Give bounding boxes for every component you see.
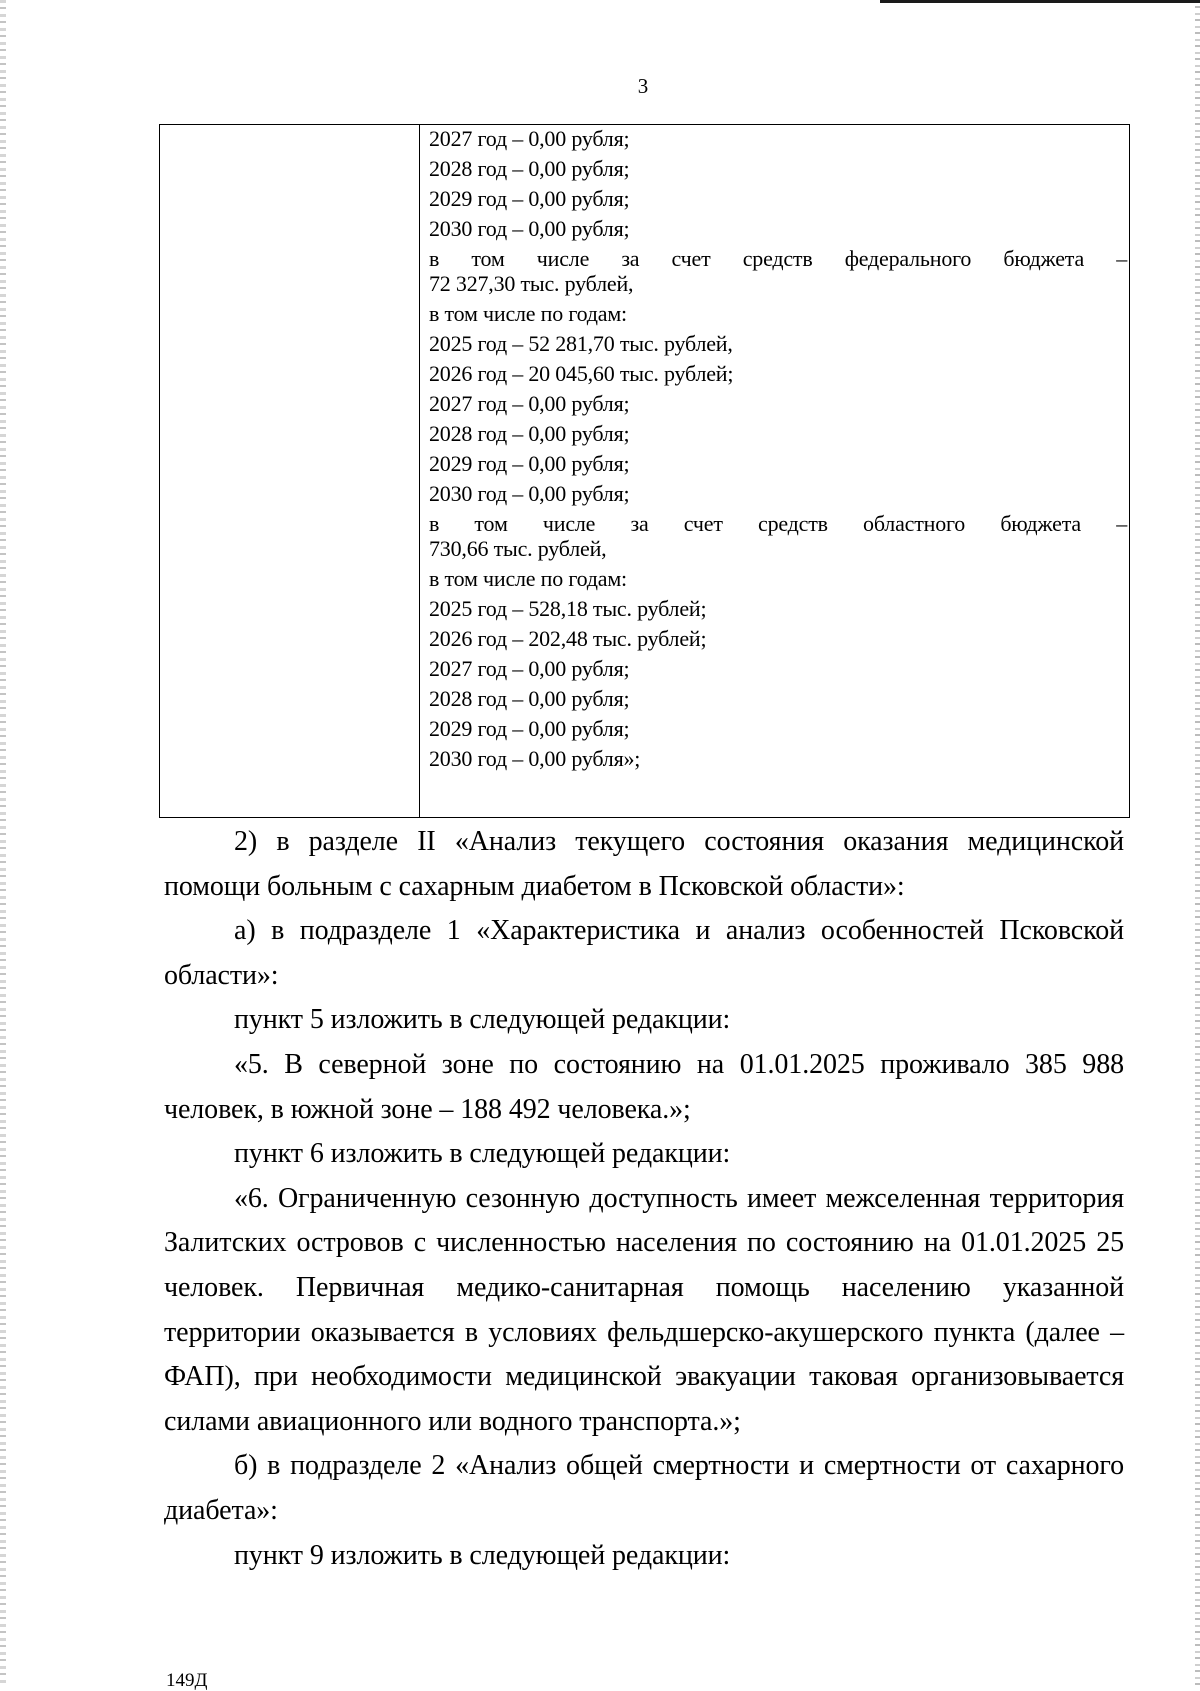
financing-line: 2028 год – 0,00 рубля; (429, 156, 630, 181)
scan-edge-left (0, 0, 6, 1686)
financing-line-federal (429, 246, 1129, 301)
paragraph-item-5-text: «5. В северной зоне по состоянию на 01.01.2025 проживало 385 988 человек, в южной зоне – 188 492 человека.»; (164, 1048, 1124, 1125)
paragraph-item-9-intro: пункт 9 изложить в следующей редакции: (234, 1539, 731, 1571)
financing-line: 2029 год – 0,00 рубля; (429, 716, 630, 741)
financing-line: 2029 год – 0,00 рубля; (429, 186, 630, 211)
financing-line: 2028 год – 0,00 рубля; (429, 686, 630, 711)
scan-edge-right (1195, 0, 1200, 1686)
financing-line: 2030 год – 0,00 рубля; (429, 481, 630, 506)
paragraph-item-6-intro: пункт 6 изложить в следующей редакции: (234, 1138, 731, 1170)
paragraph-item-6-text: «6. Ограниченную сезонную доступность имеет межселенная территория Залитских островов с численностью населения по состоянию на 01.01.2025 25 человек. Первичная медико-санитарная помощь населению указанной территории оказывается в условиях фельдшерско-акушерского пункта (далее – ФАП), при необходимости медицинской эвакуации таковая организовывается силами авиационного или водного транспорта.»; (164, 1182, 1124, 1437)
top-rule (880, 0, 1200, 3)
financing-line: 2030 год – 0,00 рубля; (429, 216, 630, 241)
financing-line: в том числе по годам: (429, 566, 627, 591)
table-row (160, 125, 1130, 818)
page-number: 3 (637, 74, 649, 98)
regional-budget-total: 730,66 тыс. рублей, (429, 536, 607, 561)
table-cell-financing (420, 125, 1130, 818)
federal-budget-label: в том числе за счет средств федерального бюджета – (429, 246, 1127, 271)
financing-line: 2029 год – 0,00 рубля; (429, 451, 630, 476)
amendments-text (164, 820, 1124, 1578)
financing-line: 2027 год – 0,00 рубля; (429, 391, 630, 416)
paragraph-subsection-2: б) в подразделе 2 «Анализ общей смертности и смертности от сахарного диабета»: (164, 1450, 1124, 1526)
financing-line-regional (429, 511, 1129, 566)
regional-budget-label: в том числе за счет средств областного бюджета – (429, 511, 1127, 536)
financing-line: 2026 год – 202,48 тыс. рублей; (429, 626, 707, 651)
financing-line: 2027 год – 0,00 рубля; (429, 126, 630, 151)
document-code: 149Д (166, 1670, 208, 1691)
financing-line: 2026 год – 20 045,60 тыс. рублей; (429, 361, 734, 386)
paragraph-subsection-1: а) в подразделе 1 «Характеристика и анализ особенностей Псковской области»: (164, 915, 1124, 991)
financing-line: 2025 год – 528,18 тыс. рублей; (429, 596, 707, 621)
financing-line: 2027 год – 0,00 рубля; (429, 656, 630, 681)
financing-line: в том числе по годам: (429, 301, 627, 326)
paragraph-item-5-intro: пункт 5 изложить в следующей редакции: (234, 1004, 731, 1036)
financing-line: 2025 год – 52 281,70 тыс. рублей, (429, 331, 733, 356)
financing-line: 2030 год – 0,00 рубля»; (429, 746, 641, 771)
federal-budget-total: 72 327,30 тыс. рублей, (429, 271, 634, 296)
table-cell-empty (160, 125, 420, 818)
financing-lines (420, 125, 1129, 776)
paragraph-section-2: 2) в разделе II «Анализ текущего состояния оказания медицинской помощи больным с сахарным диабетом в Псковской области»: (164, 826, 1124, 902)
financing-table (159, 124, 1130, 818)
financing-line: 2028 год – 0,00 рубля; (429, 421, 630, 446)
